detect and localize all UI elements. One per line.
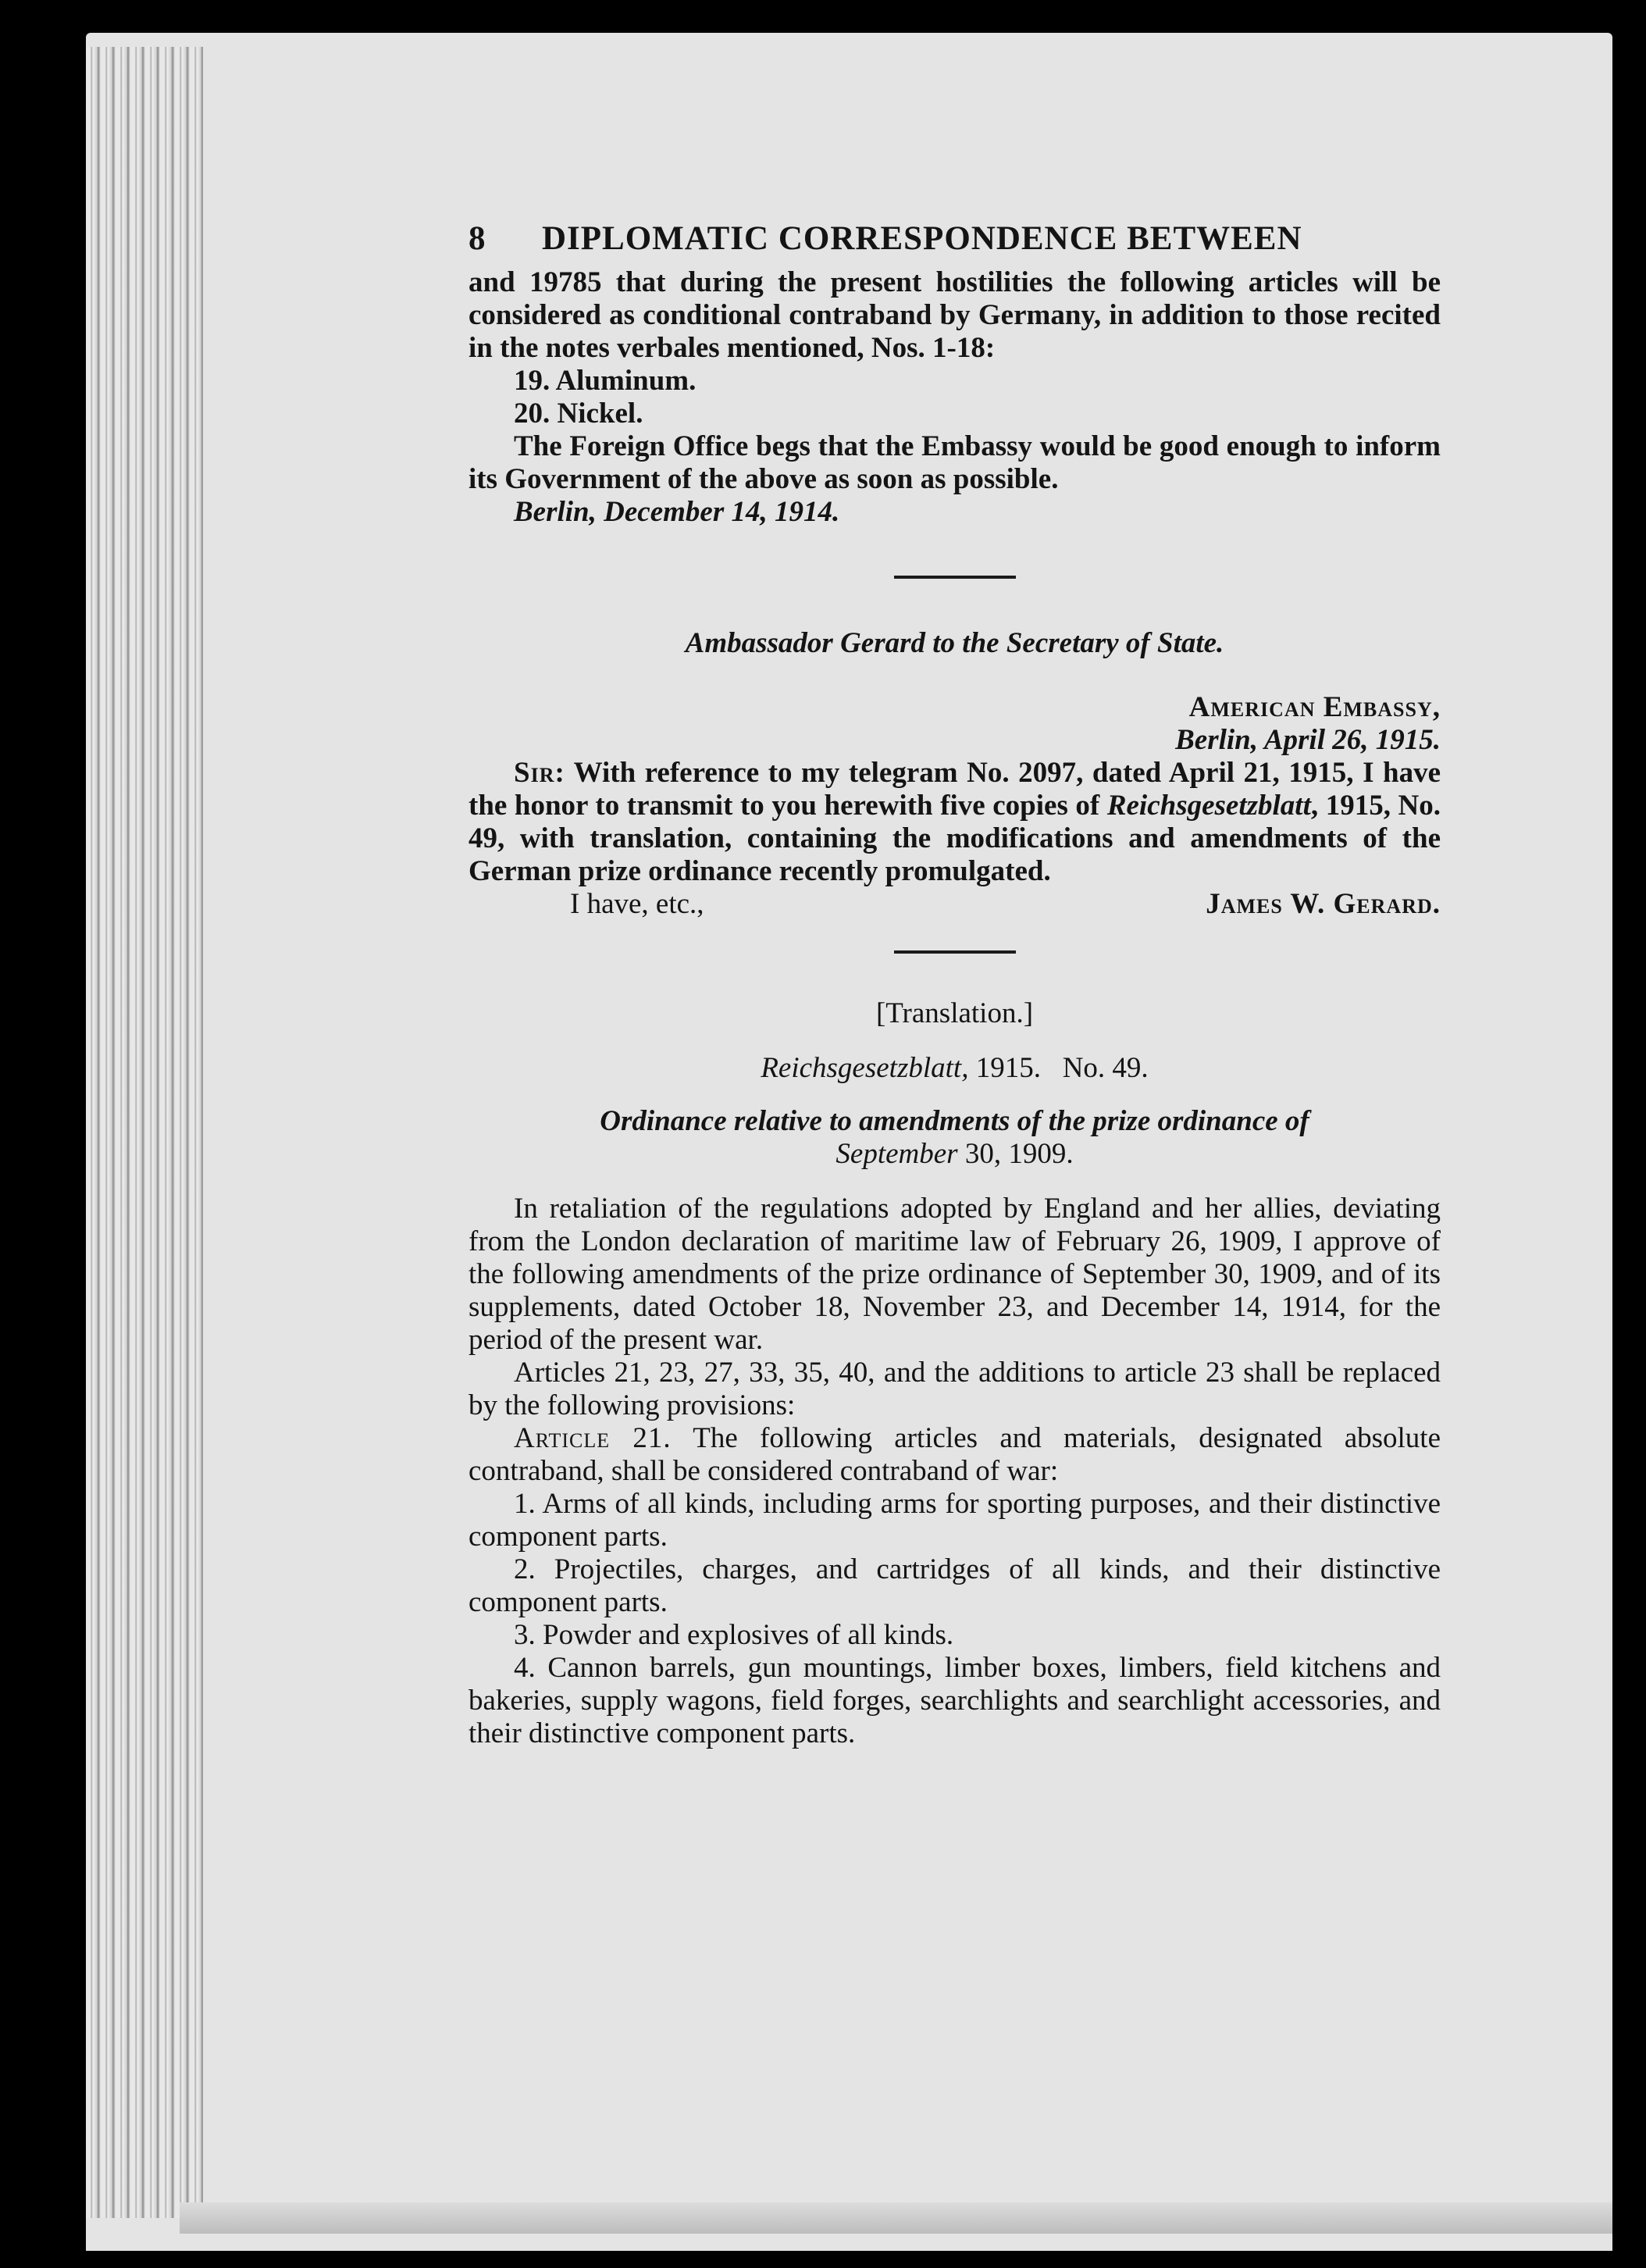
page-header <box>469 220 1441 257</box>
translation-section <box>469 997 1441 1750</box>
letter-body-a: With reference to my telegram No. 2097, dated April 21, 1915, I have the honor to transmit to you herewith five copies of <box>469 757 1441 822</box>
note-paragraph-1: and 19785 that during the present hostilities the following articles will be considered as conditional contraband by Germany, in addition to those recited in the notes verbales mentioned, Nos. 1-18: <box>469 266 1441 364</box>
article-21 <box>469 1422 1441 1488</box>
page-edges <box>86 47 203 2218</box>
article-label: Article 21. <box>514 1422 672 1454</box>
publication-title: Reichsgesetzblatt, <box>761 1052 969 1084</box>
translation-label: [Translation.] <box>875 997 1034 1029</box>
salutation: Sir: <box>514 757 565 789</box>
sender-org: American Embassy, <box>1188 691 1441 723</box>
letter-body <box>469 757 1441 888</box>
contraband-item-2: 2. Projectiles, charges, and cartridges of all kinds, and their distinctive component parts. <box>469 1553 1441 1618</box>
publication-rest: 1915. No. 49. <box>968 1052 1149 1084</box>
letter-place-date: Berlin, April 26, 1915. <box>1175 724 1441 756</box>
closing-row <box>469 888 1441 921</box>
letter-body-b: , 1915, No. 49, with translation, containing the modifications and amendments of the German prize ordinance recently promulgated. <box>469 790 1441 887</box>
note-item-20: 20. Nickel. <box>514 398 643 430</box>
article-text: The following articles and materials, designated absolute contraband, shall be considered contraband of war: <box>469 1422 1441 1487</box>
contraband-item-3: 3. Powder and explosives of all kinds. <box>514 1619 954 1651</box>
letter-heading: Ambassador Gerard to the Secretary of State. <box>685 627 1224 659</box>
letter-body-title: Reichsgesetzblatt <box>1106 790 1311 822</box>
note-verbale-section <box>469 266 1441 529</box>
ordinance-title-line-1: Ordinance relative to amendments of the prize ordinance of <box>600 1105 1309 1137</box>
ordinance-title-date-month: September <box>835 1138 958 1170</box>
page-text <box>469 220 1441 1750</box>
note-paragraph-2: The Foreign Office begs that the Embassy would be good enough to inform its Government of the above as soon as possible. <box>469 430 1441 495</box>
signature: James W. Gerard. <box>1206 888 1441 920</box>
contraband-item-1: 1. Arms of all kinds, including arms for sporting purposes, and their distinctive component parts. <box>469 1488 1441 1553</box>
translation-paragraph-1: In retaliation of the regulations adopted by England and her allies, deviating from the London declaration of maritime law of February 26, 1909, I approve of the following amendments of the prize ordinance of September 30, 1909, and of its supplements, dated October 18, November 23, and December 14, 1914, for the period of the present war. <box>469 1193 1441 1356</box>
ordinance-title-line-2 <box>469 1138 1441 1171</box>
page-number: 8 <box>469 220 486 257</box>
note-item-19: 19. Aluminum. <box>514 365 697 397</box>
ordinance-title-date-rest: 30, 1909. <box>957 1138 1074 1170</box>
translation-paragraph-2: Articles 21, 23, 27, 33, 35, 40, and the additions to article 23 shall be replaced by the following provisions: <box>469 1357 1441 1421</box>
closing: I have, etc., <box>570 888 704 920</box>
note-dateline: Berlin, December 14, 1914. <box>514 496 840 528</box>
contraband-item-4: 4. Cannon barrels, gun mountings, limber boxes, limbers, field kitchens and bakeries, supply wagons, field forges, searchlights and searchlight accessories, and their distinctive component parts. <box>469 1652 1441 1749</box>
publication-line <box>469 1052 1441 1085</box>
running-title: DIPLOMATIC CORRESPONDENCE BETWEEN <box>542 220 1302 257</box>
page-bottom-edge <box>180 2202 1612 2234</box>
letter-section <box>469 627 1441 921</box>
